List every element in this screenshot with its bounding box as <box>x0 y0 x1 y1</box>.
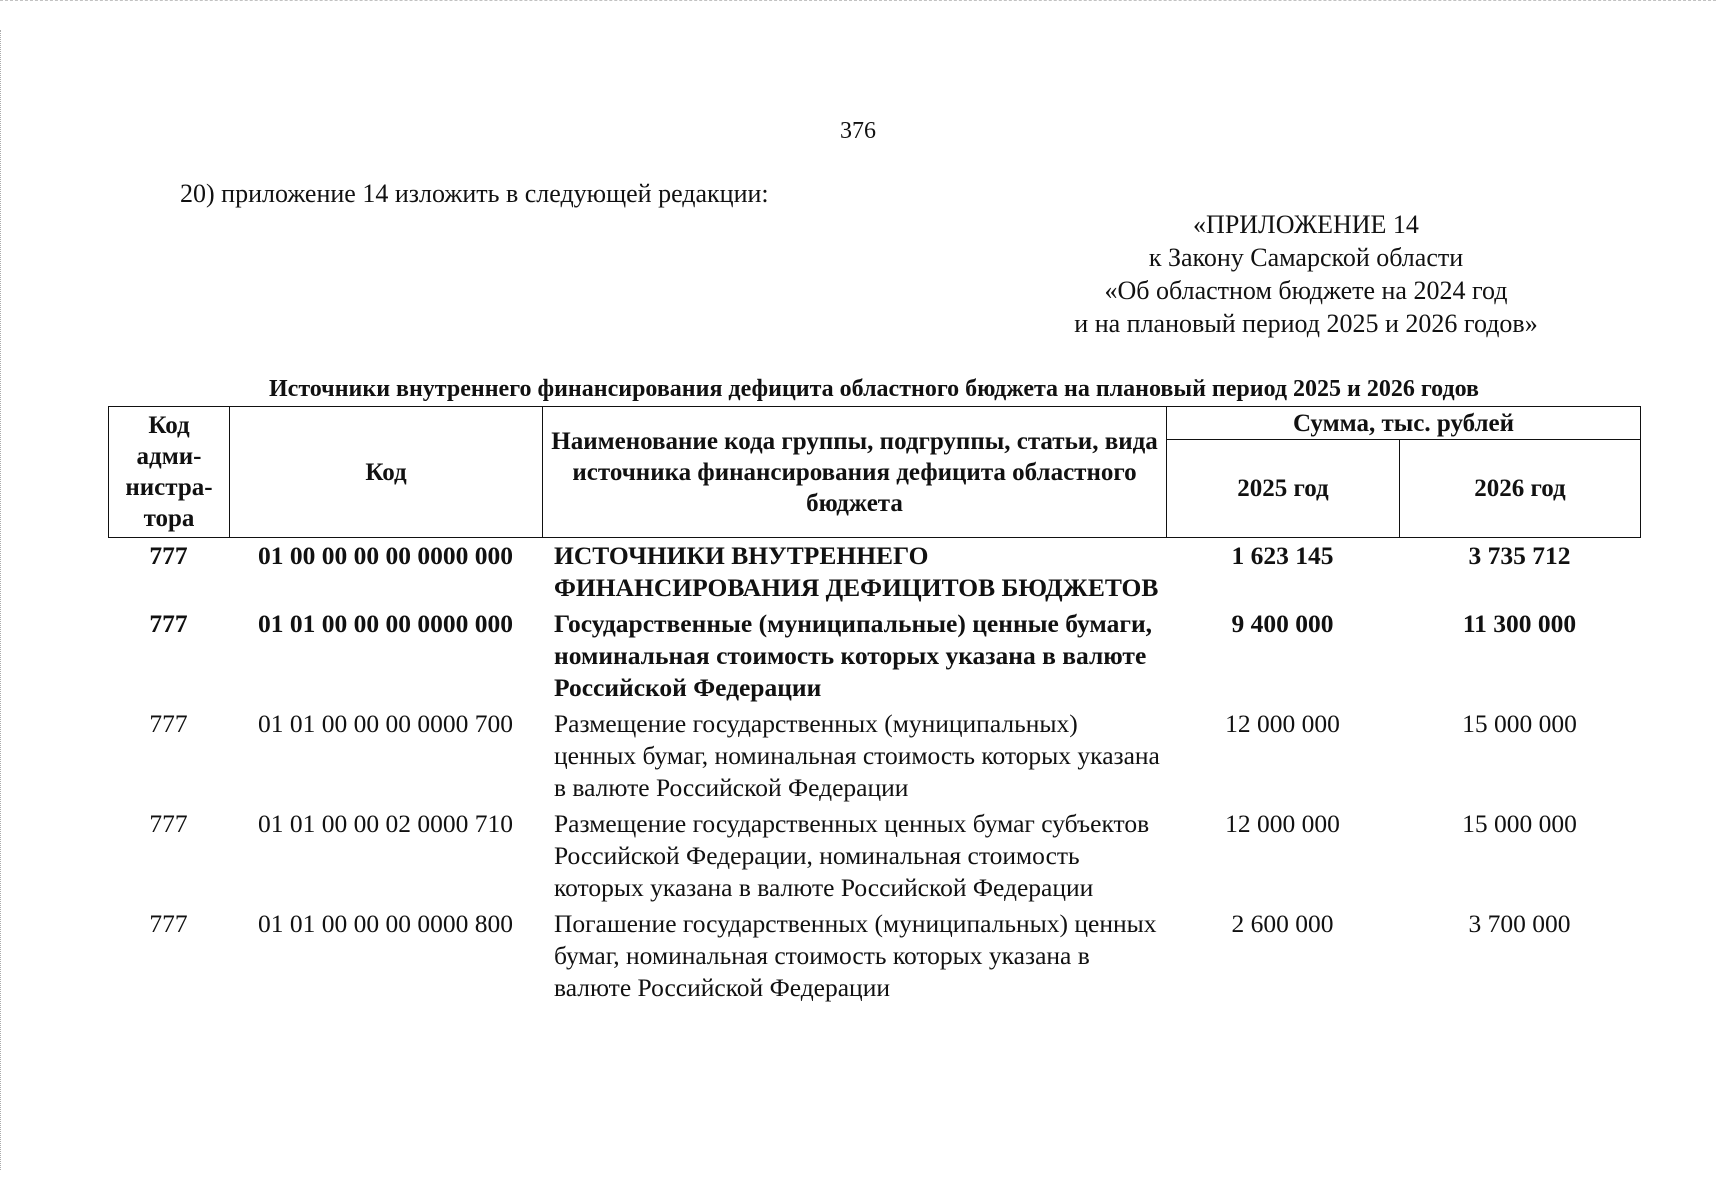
cell-admin: 777 <box>149 609 188 638</box>
table-row <box>108 808 1640 904</box>
cell-code: 01 01 00 00 00 0000 700 <box>258 709 513 738</box>
scan-edge-top <box>0 0 1716 4</box>
appendix-line-3: «Об областном бюджете на 2024 год <box>1104 276 1508 305</box>
table-title: Источники внутреннего финансирования дефицита областного бюджета на плановый период 2025 и 2026 годов <box>269 376 1479 402</box>
appendix-heading <box>1026 208 1586 340</box>
cell-2026: 15 000 000 <box>1462 809 1577 838</box>
header-name: Наименование кода группы, подгруппы, статьи, вида источника финансирования дефицита областного бюджета <box>543 407 1167 538</box>
cell-code: 01 01 00 00 02 0000 710 <box>258 809 513 838</box>
cell-2025: 12 000 000 <box>1225 709 1340 738</box>
cell-2025: 9 400 000 <box>1231 609 1334 638</box>
cell-name: Размещение государственных (муниципальных) ценных бумаг, номинальная стоимость которых указана в валюте Российской Федерации <box>554 709 1160 802</box>
table-body <box>108 540 1640 1004</box>
table-row <box>108 608 1640 704</box>
cell-2026: 11 300 000 <box>1462 609 1577 638</box>
scan-edge-left <box>0 30 5 1170</box>
table-row <box>108 708 1640 804</box>
appendix-line-2: к Закону Самарской области <box>1148 243 1464 272</box>
header-2025: 2025 год <box>1167 440 1400 538</box>
cell-name: Погашение государственных (муниципальных) ценных бумаг, номинальная стоимость которых указана в валюте Российской Федерации <box>554 909 1157 1002</box>
header-2026: 2026 год <box>1400 440 1641 538</box>
table-header <box>108 406 1641 538</box>
intro-text: 20) приложение 14 изложить в следующей редакции: <box>180 179 769 208</box>
cell-2026: 3 735 712 <box>1468 541 1571 570</box>
header-admin-code: Код адми-нистра-тора <box>109 407 230 538</box>
cell-code: 01 00 00 00 00 0000 000 <box>258 541 513 570</box>
cell-admin: 777 <box>149 709 188 738</box>
cell-admin: 777 <box>149 909 188 938</box>
header-code: Код <box>230 407 543 538</box>
cell-2026: 15 000 000 <box>1462 709 1577 738</box>
table-row <box>108 540 1640 604</box>
table-row <box>108 908 1640 1004</box>
cell-code: 01 01 00 00 00 0000 000 <box>258 609 513 638</box>
appendix-line-4: и на плановый период 2025 и 2026 годов» <box>1074 309 1538 338</box>
page-number: 376 <box>840 118 876 144</box>
cell-2026: 3 700 000 <box>1468 909 1571 938</box>
cell-name: Размещение государственных ценных бумаг субъектов Российской Федерации, номинальная стоимость которых указана в валюте Российской Федерации <box>554 809 1150 902</box>
cell-admin: 777 <box>149 809 188 838</box>
header-sum: Сумма, тыс. рублей <box>1167 407 1641 440</box>
cell-2025: 2 600 000 <box>1231 909 1334 938</box>
cell-2025: 12 000 000 <box>1225 809 1340 838</box>
cell-code: 01 01 00 00 00 0000 800 <box>258 909 513 938</box>
cell-name: ИСТОЧНИКИ ВНУТРЕННЕГО ФИНАНСИРОВАНИЯ ДЕФИЦИТОВ БЮДЖЕТОВ <box>554 541 1159 602</box>
cell-name: Государственные (муниципальные) ценные бумаги, номинальная стоимость которых указана в валюте Российской Федерации <box>554 609 1153 702</box>
cell-2025: 1 623 145 <box>1231 541 1334 570</box>
appendix-line-1: «ПРИЛОЖЕНИЕ 14 <box>1193 210 1419 239</box>
cell-admin: 777 <box>149 541 188 570</box>
